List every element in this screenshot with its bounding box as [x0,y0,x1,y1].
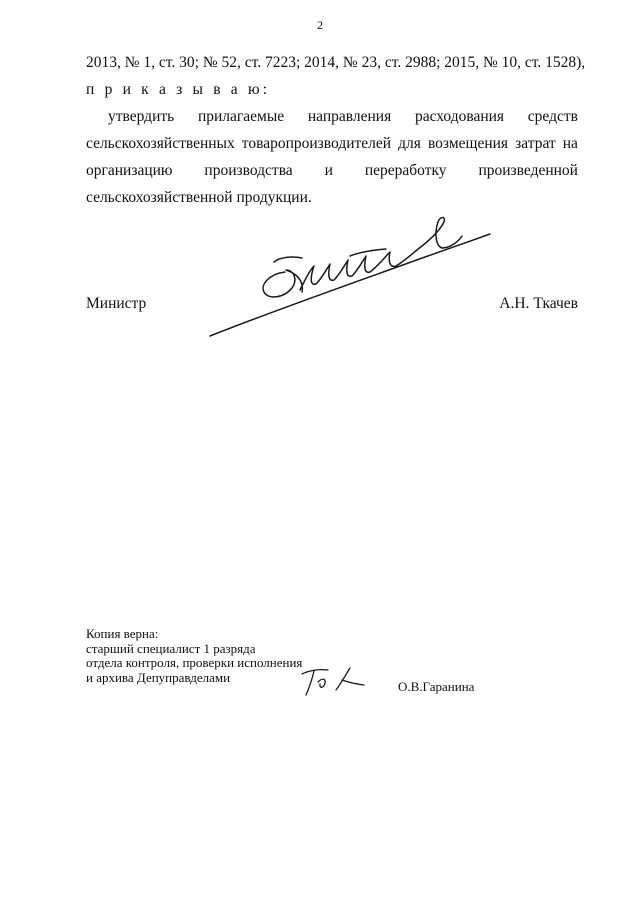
word: расходования [414,108,505,125]
word: организацию [86,162,173,179]
word: направления [307,108,392,125]
word: произведенной [478,162,578,179]
page-number: 2 [317,18,323,32]
text-line-products: сельскохозяйственной продукции. [86,189,312,206]
text-line-approve [86,103,578,130]
order-text [86,49,586,211]
minister-title: Министр [86,295,147,312]
copy-certification [86,627,302,685]
minister-signature-image [200,212,500,342]
word: переработку [364,162,447,179]
word: прилагаемые [197,108,285,125]
text-line-organization [86,157,578,184]
text-line-producers [86,130,578,157]
text-line-order: п р и к а з ы в а ю: [86,81,271,98]
copy-line: и архива Депуправделами [86,669,231,685]
word: производства [204,162,293,179]
copy-line: Копия верна: [86,626,159,641]
copy-line: отдела контроля, проверки исполнения [86,655,303,670]
text-line-citations: 2013, № 1, ст. 30; № 52, ст. 7223; 2014, № 23, ст. 2988; 2015, № 10, ст. 1528), [86,54,586,71]
minister-name: А.Н. Ткачев [499,295,578,312]
certifier-signature-image [296,664,376,700]
word: на [562,135,578,152]
word: возмещения [427,135,509,152]
certifier-name: О.В.Гаранина [398,679,475,694]
word: и [324,162,333,179]
copy-line: старший специалист 1 разряда [86,640,256,656]
word: сельскохозяйственных [86,135,235,152]
word: товаропроизводителей [241,135,392,152]
word: средств [527,108,578,125]
word: для [398,135,421,152]
word: утвердить [108,108,175,125]
word: затрат [515,135,556,152]
